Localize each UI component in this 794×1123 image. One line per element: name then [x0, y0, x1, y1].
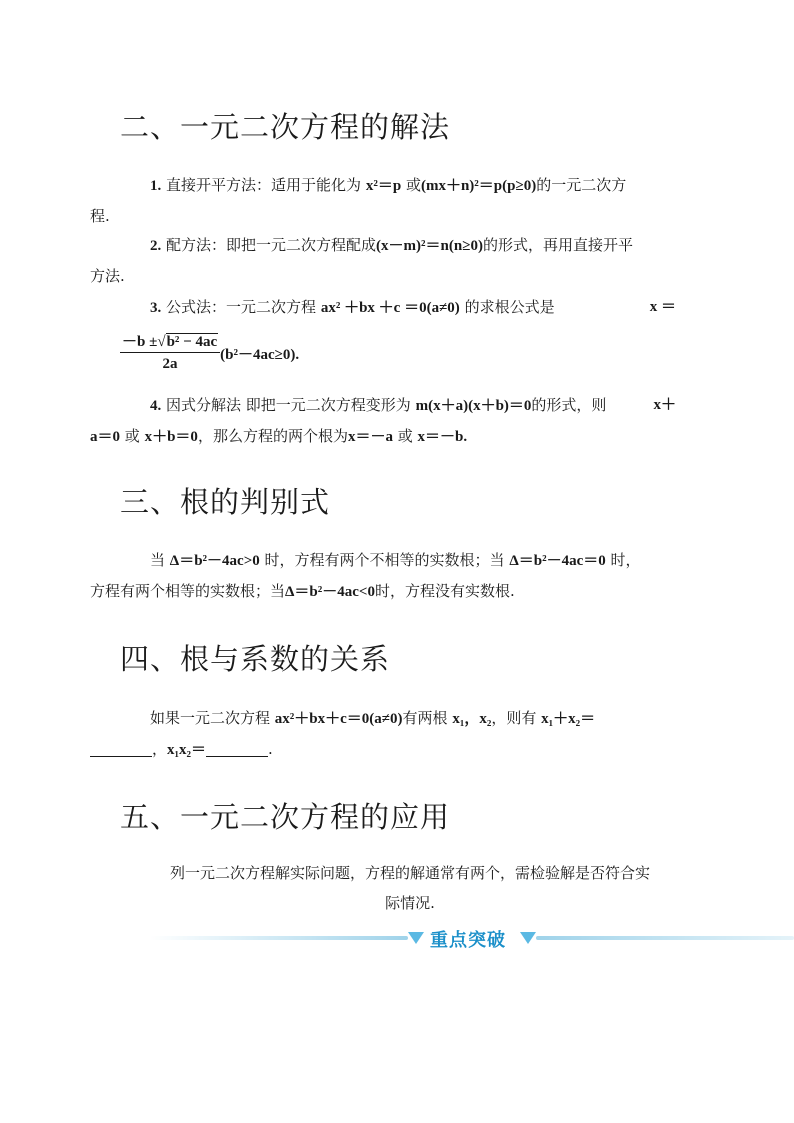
method-completing-square: 2. 配方法：即把一元二次方程配成(x－m)²＝n(n≥0)的形式，再用直接开平 方法.: [90, 236, 633, 285]
method-direct-root: 1. 直接开平方法：适用于能化为 x²＝p 或(mx＋n)²＝p(p≥0)的一元二次方 程.: [90, 176, 627, 225]
quadratic-formula-expression: $\frac{\text{－b ±√b² − 4ac}}{2a}$ (b²－4ac≥0).: [120, 332, 299, 375]
banner-title: 重点突破: [430, 930, 506, 951]
vieta-paragraph: 如果一元二次方程 ax²＋bx＋c＝0(a≠0)有两根 x₁，x₂，则有 x₁＋x₂＝ ，x₁x₂＝ .: [120, 703, 676, 765]
method-quadratic-formula: 3. 公式法：一元二次方程 ax² ＋bx ＋c ＝0(a≠0) 的求根公式是 x ＝: [150, 298, 676, 316]
root-formula-fraction: $\frac{\text{－b ±√b² − 4ac}}{2a}$: [120, 332, 220, 375]
section-heading-discriminant: 三、根的判别式: [120, 485, 331, 519]
discriminant-paragraph: 当 Δ＝b²－4ac>0 时，方程有两个不相等的实数根；当 Δ＝b²－4ac＝0 时， 方程有两个相等的实数根；当Δ＝b²－4ac<0时，方程没有实数根.: [90, 551, 641, 600]
banner-divider-right: [536, 936, 794, 940]
section-heading-application: 五、一元二次方程的应用: [120, 800, 451, 834]
answer-blank-product[interactable]: [206, 740, 268, 757]
method-factoring: 4. 因式分解法 即把一元二次方程变形为 m(x＋a)(x＋b)＝0的形式，则 x＋ a＝0 或 x＋b＝0，那么方程的两个根为x＝－a 或 x＝－b.: [90, 396, 676, 445]
answer-blank-sum[interactable]: [90, 740, 152, 757]
triangle-icon: [408, 932, 424, 944]
key-points-banner: [150, 926, 794, 950]
triangle-icon: [520, 932, 536, 944]
section-heading-solutions: 二、一元二次方程的解法: [120, 110, 451, 144]
section-heading-vieta: 四、根与系数的关系: [120, 642, 391, 676]
banner-divider-left: [150, 936, 408, 940]
application-paragraph: 列一元二次方程解实际问题，方程的解通常有两个，需检验解是否符合实 际情况.: [169, 864, 650, 912]
